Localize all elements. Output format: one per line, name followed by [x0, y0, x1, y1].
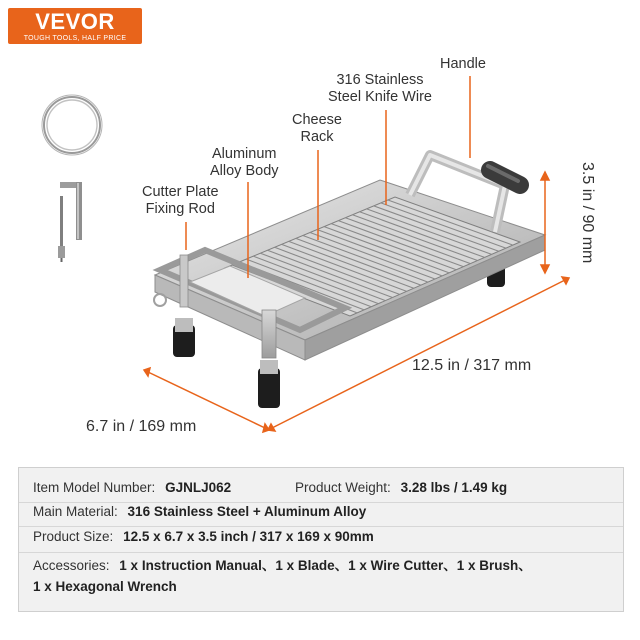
model-label: Item Model Number: [33, 480, 156, 495]
spec-divider [19, 552, 623, 553]
spec-divider [19, 526, 623, 527]
accessories-value-2: 1 x Hexagonal Wrench [33, 579, 177, 594]
dimension-height: 3.5 in / 90 mm [579, 162, 596, 264]
spec-divider [19, 502, 623, 503]
callout-body: Aluminum Alloy Body [210, 146, 279, 179]
spec-row-accessories-cont [33, 579, 177, 594]
dimension-length: 12.5 in / 317 mm [412, 357, 532, 374]
size-label: Product Size: [33, 529, 114, 544]
size-value: 12.5 x 6.7 x 3.5 inch / 317 x 169 x 90mm [123, 529, 374, 544]
spec-row-size [33, 529, 374, 544]
spec-row-accessories [33, 554, 532, 574]
callout-handle: Handle [440, 56, 486, 72]
spec-row-material [33, 504, 366, 519]
model-value: GJNLJ062 [165, 480, 232, 495]
accessories-value: 1 x Instruction Manual、1 x Blade、1 x Wire Cutter、1 x Brush、 [119, 558, 532, 573]
material-value: 316 Stainless Steel + Aluminum Alloy [127, 504, 367, 519]
callout-cheese-rack: Cheese Rack [292, 112, 342, 145]
dimension-width: 6.7 in / 169 mm [86, 418, 197, 435]
accessories-label: Accessories: [33, 558, 110, 573]
weight-label: Product Weight: [295, 480, 391, 495]
logo-tagline: TOUGH TOOLS, HALF PRICE [23, 35, 127, 42]
spec-row-weight [295, 480, 507, 495]
material-label: Main Material: [33, 504, 118, 519]
weight-value: 3.28 lbs / 1.49 kg [400, 480, 508, 495]
spec-row-model [33, 480, 231, 495]
callout-knife-wire: 316 Stainless Steel Knife Wire [328, 72, 432, 105]
logo-brand: VEVOR [35, 9, 115, 34]
spec-table [18, 467, 624, 612]
callout-fixing-rod: Cutter Plate Fixing Rod [142, 184, 219, 217]
